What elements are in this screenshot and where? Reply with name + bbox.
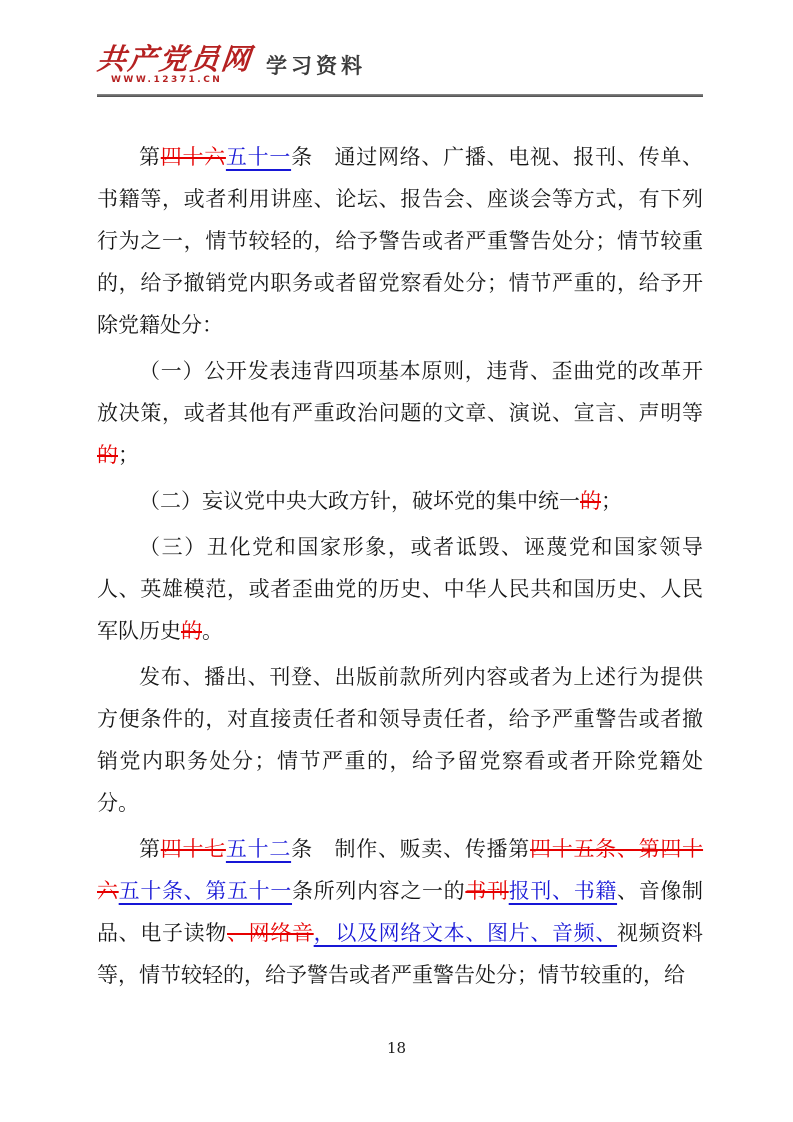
deleted-text: 四十七 xyxy=(160,837,226,861)
inserted-text: 五十二 xyxy=(225,837,292,861)
header-label: 学习资料 xyxy=(266,54,367,78)
header-divider xyxy=(97,94,703,97)
inserted-text: ，以及网络文本、图片、音频、 xyxy=(313,921,618,945)
deleted-text: 四十六 xyxy=(160,145,226,169)
paragraph xyxy=(97,480,703,522)
deleted-text: 的 xyxy=(181,619,202,643)
page-footer xyxy=(0,1039,793,1058)
logo-text: 共产党员网 xyxy=(95,42,254,76)
paragraph xyxy=(97,136,703,346)
inserted-text: 五十条、第五十一 xyxy=(118,879,293,903)
text-run: （一）公开发表违背四项基本原则，违背、歪曲党的改革开放决策，或者其他有严重政治问题的文章、演说、宣言、声明等 xyxy=(97,359,703,425)
page-number: 18 xyxy=(386,1039,407,1057)
text-run: 条 通过网络、广播、电视、报刊、传单、书籍等，或者利用讲座、论坛、报告会、座谈会等方式，有下列行为之一，情节较轻的，给予警告或者严重警告处分；情节较重的，给予撤销党内职务或者留党察看处分；情节严重的，给予开除党籍处分： xyxy=(97,145,704,337)
text-run: 条 制作、贩卖、传播第 xyxy=(291,837,530,861)
text-run: （二）妄议党中央大政方针，破坏党的集中统一 xyxy=(139,489,580,513)
deleted-text: 的 xyxy=(580,489,601,513)
text-run: 、音像制品、电子读物 xyxy=(97,879,704,945)
text-run: （三）丑化党和国家形象，或者诋毁、诬蔑党和国家领导人、英雄模范，或者歪曲党的历史、中华人民共和国历史、人民军队历史 xyxy=(97,535,703,643)
inserted-text: 报刊、书籍 xyxy=(508,879,618,903)
deleted-text: 的 xyxy=(97,443,118,467)
text-run: 第 xyxy=(139,145,161,169)
text-run: 第 xyxy=(139,837,161,861)
deleted-text: 书刊 xyxy=(465,879,509,903)
site-logo xyxy=(97,44,252,85)
text-run: ； xyxy=(118,443,139,467)
paragraph xyxy=(97,656,703,824)
paragraph xyxy=(97,828,703,996)
inserted-text: 五十一 xyxy=(225,145,292,169)
page-header xyxy=(97,44,703,85)
paragraph xyxy=(97,526,703,652)
paragraph xyxy=(97,350,703,476)
text-run: 。 xyxy=(202,619,223,643)
deleted-text: 、网络音 xyxy=(227,921,314,945)
deleted-text: 四十五条、第四十六 xyxy=(97,837,704,903)
text-run: 发布、播出、刊登、出版前款所列内容或者为上述行为提供方便条件的，对直接责任者和领导责任者，给予严重警告或者撤销党内职务处分；情节严重的，给予留党察看或者开除党籍处分。 xyxy=(97,665,703,815)
logo-url: WWW.12371.CN xyxy=(111,75,223,85)
text-run: 视频资料等，情节较轻的，给予警告或者严重警告处分；情节较重的，给 xyxy=(97,921,704,987)
text-run: 条所列内容之一的 xyxy=(292,879,466,903)
document-body xyxy=(97,136,703,1000)
text-run: ； xyxy=(601,489,622,513)
